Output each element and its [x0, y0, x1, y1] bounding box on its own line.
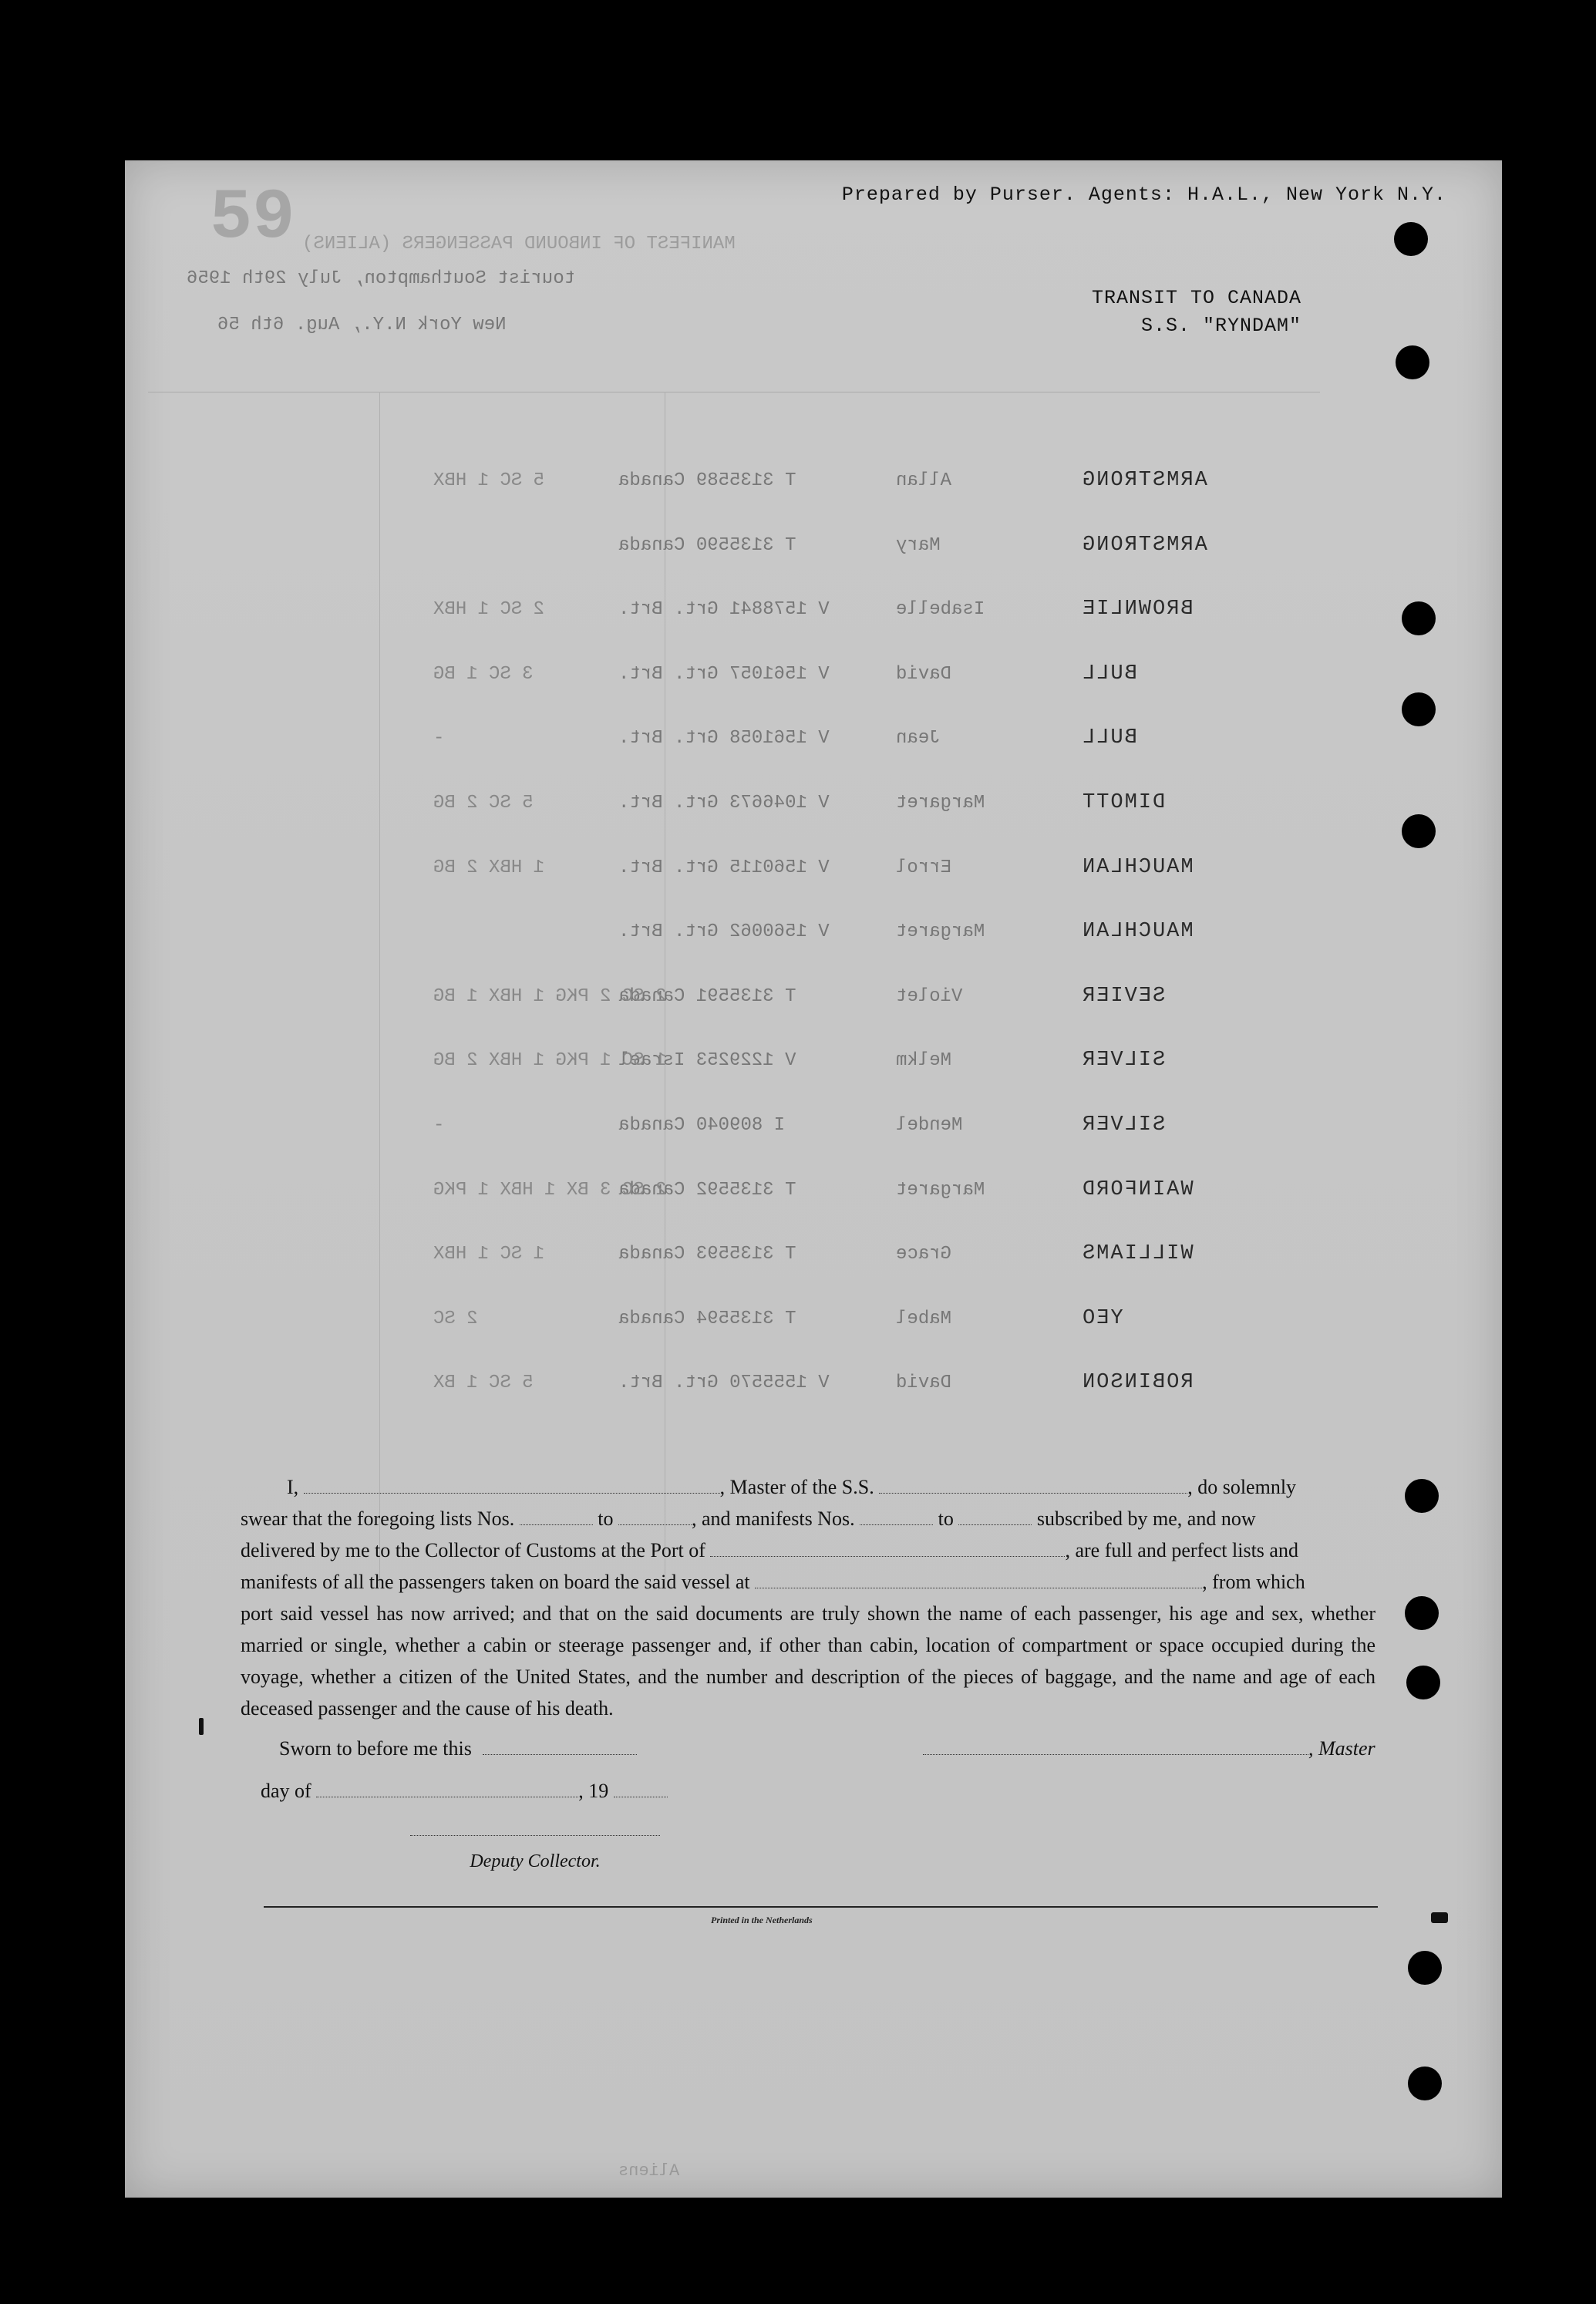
- passenger-baggage: 5 SC 1 HBX: [433, 470, 545, 491]
- deputy-collector-row: [410, 1818, 660, 1872]
- oath-body: port said vessel has now arrived; and that on the said documents are truly shown the name of each passenger, his age and sex, whether married or single, whether a cabin or steerage passenger and, if other than cabin, location of compartment or space occupied during the voyage, whether a citizen of the United States, and the number and description of the pieces of baggage, and the name and age of each deceased passenger and the cause of his death.: [241, 1602, 1375, 1720]
- passenger-passport: V 1578841 Grt. Brt.: [618, 599, 830, 621]
- passenger-row: [125, 469, 1502, 531]
- passenger-surname: ROBINSON: [1081, 1371, 1194, 1395]
- page-mark: [199, 1718, 204, 1735]
- punch-hole: [1408, 1951, 1442, 1985]
- mirrored-departure: tourist Southampton, July 29th 1956: [187, 268, 576, 289]
- passenger-row: [125, 1242, 1502, 1304]
- port-field[interactable]: [710, 1539, 1065, 1557]
- day-of-label: day of: [261, 1780, 311, 1802]
- passenger-baggage: 2 SC 3 BX 1 HBX 1 PKG: [433, 1179, 667, 1201]
- passenger-row: [125, 662, 1502, 724]
- mirrored-arrival: New York N.Y., Aug. 6th 56: [217, 315, 507, 335]
- oath-line-2: [241, 1503, 1375, 1534]
- oath-text: I,: [287, 1476, 299, 1498]
- page-mark: [1431, 1912, 1448, 1923]
- punch-hole: [1394, 222, 1428, 256]
- day-of-row: [261, 1780, 668, 1803]
- passenger-surname: ARMSTRONG: [1081, 469, 1207, 492]
- ship-name: S.S. "RYNDAM": [1140, 315, 1301, 337]
- manifest-page: [125, 160, 1502, 2198]
- departure-port-field[interactable]: [755, 1571, 1202, 1588]
- oath-text: , from which: [1202, 1571, 1305, 1593]
- passenger-surname: WAINFORD: [1081, 1177, 1194, 1201]
- day-of-field[interactable]: [316, 1780, 578, 1797]
- passenger-baggage: 2 SC: [433, 1308, 478, 1329]
- passenger-surname: BROWNLIE: [1081, 598, 1194, 621]
- oath-line-1: [241, 1471, 1375, 1503]
- passenger-passport: V 1555570 Grt. Brt.: [618, 1373, 830, 1394]
- list-to-field[interactable]: [618, 1507, 692, 1525]
- passenger-passport: V 1560115 Grt. Brt.: [618, 857, 830, 878]
- passenger-given: Margaret: [896, 1179, 985, 1201]
- passenger-passport: V 1561058 Grt. Brt.: [618, 728, 830, 749]
- passenger-row: [125, 1178, 1502, 1240]
- passenger-row: [125, 920, 1502, 982]
- footer-rule: [264, 1906, 1378, 1908]
- sworn-date-field[interactable]: [483, 1737, 637, 1755]
- oath-text: , do solemnly: [1187, 1476, 1297, 1498]
- passenger-passport: T 3135592 Canada: [618, 1179, 796, 1201]
- master-signature-field[interactable]: [923, 1737, 1308, 1755]
- passenger-given: Margaret: [896, 921, 985, 943]
- passenger-surname: DIMOTT: [1081, 791, 1166, 814]
- year-label: , 19: [578, 1780, 609, 1802]
- oath-paragraph: [241, 1471, 1375, 1724]
- passenger-baggage: 1 SC 1 HBX: [433, 1244, 545, 1265]
- oath-text: subscribed by me, and now: [1036, 1507, 1256, 1530]
- sworn-row: [279, 1737, 637, 1760]
- passenger-surname: BULL: [1081, 662, 1137, 685]
- manifest-to-field[interactable]: [958, 1507, 1032, 1525]
- passenger-surname: BULL: [1081, 726, 1137, 750]
- passenger-passport: T 3135589 Canada: [618, 470, 796, 491]
- passenger-passport: T 3135593 Canada: [618, 1244, 796, 1265]
- passenger-passport: T 3135594 Canada: [618, 1308, 796, 1329]
- punch-hole: [1405, 1596, 1439, 1630]
- mirrored-title: MANIFEST OF INBOUND PASSENGERS (ALIENS): [302, 234, 736, 254]
- passenger-row: [125, 1307, 1502, 1369]
- passenger-given: Allan: [896, 470, 952, 491]
- transit-to-canada: TRANSIT TO CANADA: [1091, 287, 1301, 309]
- passenger-surname: SILVER: [1081, 1049, 1166, 1073]
- passenger-passport: V 1046673 Grt. Brt.: [618, 793, 830, 813]
- oath-text: manifests of all the passengers taken on board the said vessel at: [241, 1571, 750, 1593]
- passenger-given: Mary: [896, 534, 941, 556]
- passenger-given: Mabel: [896, 1308, 952, 1329]
- passenger-passport: V 1561057 Grt. Brt.: [618, 663, 830, 685]
- passenger-surname: MAUCHLAN: [1081, 920, 1194, 944]
- punch-hole: [1406, 1666, 1440, 1699]
- passenger-given: David: [896, 663, 952, 685]
- deputy-signature-field[interactable]: [410, 1818, 660, 1836]
- oath-line-4: [241, 1566, 1375, 1598]
- master-label: , Master: [1308, 1737, 1375, 1760]
- deputy-collector-label: Deputy Collector.: [470, 1851, 601, 1871]
- passenger-baggage: 5 SC 1 BX: [433, 1373, 534, 1394]
- passenger-given: David: [896, 1373, 952, 1394]
- passenger-baggage: 2 SC 1 HBX: [433, 599, 545, 621]
- passenger-row: [125, 534, 1502, 595]
- list-from-field[interactable]: [520, 1507, 593, 1525]
- ship-name-field[interactable]: [879, 1476, 1187, 1494]
- passenger-passport: T 3135590 Canada: [618, 534, 796, 556]
- prepared-by: Prepared by Purser. Agents: H.A.L., New York N.Y.: [841, 184, 1446, 206]
- manifest-number-stamp: 59: [210, 177, 295, 258]
- passenger-row: [125, 985, 1502, 1046]
- punch-hole: [1396, 345, 1429, 379]
- passenger-surname: MAUCHLAN: [1081, 855, 1194, 879]
- punch-hole: [1402, 601, 1436, 635]
- passenger-row: [125, 1371, 1502, 1433]
- aliens-stamp: Aliens: [618, 2161, 680, 2181]
- punch-hole: [1402, 814, 1436, 848]
- passenger-baggage: 2 SC 2 PKG 1 HBX 1 BG: [433, 985, 667, 1007]
- passenger-given: Margaret: [896, 793, 985, 813]
- manifest-from-field[interactable]: [860, 1507, 933, 1525]
- oath-text: delivered by me to the Collector of Customs at the Port of: [241, 1539, 705, 1561]
- passenger-row: [125, 856, 1502, 918]
- oath-text: , and manifests Nos.: [692, 1507, 855, 1530]
- passenger-passport: T 3135591 Canada: [618, 985, 796, 1007]
- punch-hole: [1405, 1479, 1439, 1513]
- passenger-baggage: 5 SC 2 BG: [433, 793, 534, 813]
- oath-text: to: [938, 1507, 954, 1530]
- passenger-baggage: -: [433, 728, 445, 749]
- passenger-surname: WILLIAMS: [1081, 1242, 1194, 1266]
- oath-text: to: [598, 1507, 614, 1530]
- passenger-surname: YEO: [1081, 1306, 1123, 1330]
- sworn-label: Sworn to before me this: [279, 1737, 472, 1760]
- passenger-baggage: 1 HBX 2 BG: [433, 857, 545, 878]
- passenger-passport: I 809040 Canada: [618, 1115, 786, 1136]
- passenger-row: [125, 726, 1502, 788]
- passenger-given: Isabelle: [896, 599, 985, 621]
- punch-hole: [1408, 2067, 1442, 2100]
- oath-text: , Master of the S.S.: [719, 1476, 874, 1498]
- oath-text: swear that the foregoing lists Nos.: [241, 1507, 515, 1530]
- passenger-passport: V 1229253 Israel: [618, 1050, 796, 1072]
- passenger-surname: SEVIER: [1081, 984, 1166, 1008]
- passenger-given: Errol: [896, 857, 952, 878]
- passenger-row: [125, 791, 1502, 853]
- punch-hole: [1402, 692, 1436, 726]
- master-signature-row: [923, 1737, 1375, 1760]
- master-name-field[interactable]: [304, 1476, 720, 1494]
- passenger-given: Grace: [896, 1244, 952, 1265]
- year-field[interactable]: [614, 1780, 668, 1797]
- passenger-given: Jean: [896, 728, 941, 749]
- passenger-surname: SILVER: [1081, 1113, 1166, 1137]
- passenger-baggage: -: [433, 1115, 445, 1136]
- passenger-surname: ARMSTRONG: [1081, 533, 1207, 557]
- passenger-row: [125, 1113, 1502, 1175]
- oath-line-3: [241, 1534, 1375, 1566]
- printed-in-label: Printed in the Netherlands: [711, 1915, 813, 1925]
- passenger-given: Melkm: [896, 1050, 952, 1072]
- passenger-passport: V 1560062 Grt. Brt.: [618, 921, 830, 943]
- oath-text: , are full and perfect lists and: [1065, 1539, 1298, 1561]
- passenger-row: [125, 598, 1502, 659]
- passenger-given: Violet: [896, 985, 963, 1007]
- passenger-row: [125, 1049, 1502, 1110]
- passenger-baggage: 3 SC 1 BG: [433, 663, 534, 685]
- passenger-baggage: 1 SC 1 PKG 1 HBX 2 BG: [433, 1050, 667, 1072]
- passenger-given: Mendel: [896, 1115, 963, 1136]
